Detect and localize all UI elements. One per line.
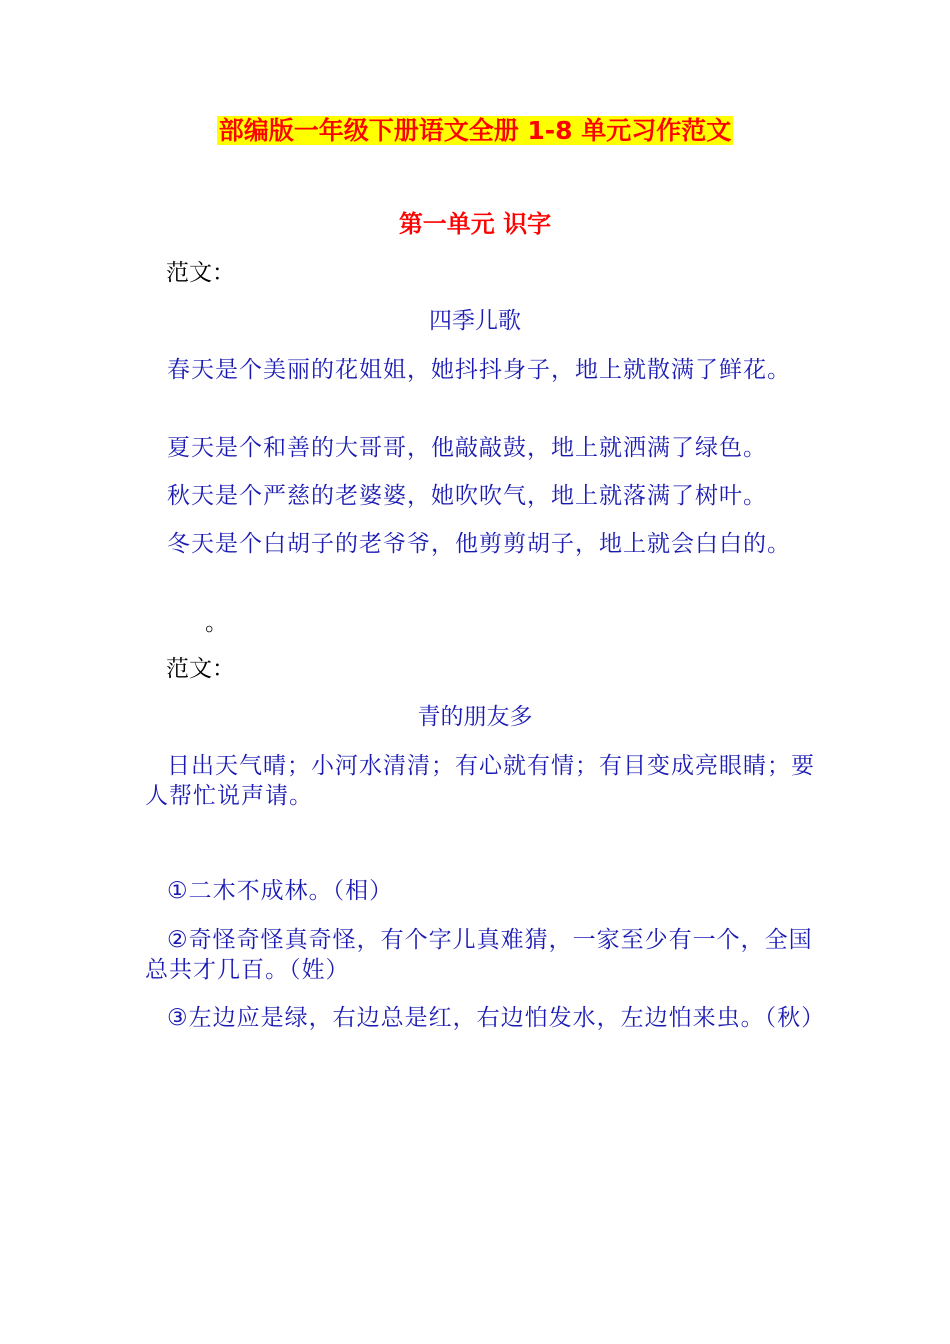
unit-title: 第一单元 识字 — [398, 210, 552, 238]
essay-paragraph: 夏天是个和善的大哥哥，他敲敲鼓，地上就洒满了绿色。 — [167, 435, 767, 461]
document-title — [0, 114, 950, 148]
sample-label: 范文： — [166, 656, 235, 682]
riddle-item: ①二木不成林。（相） — [167, 878, 394, 904]
essay-paragraph: 冬天是个白胡子的老爷爷，他剪剪胡子，地上就会白白的。 — [167, 531, 791, 557]
sample-label: 范文： — [166, 260, 235, 286]
essay-paragraph: 春天是个美丽的花姐姐，她抖抖身子，地上就散满了鲜花。 — [167, 357, 791, 383]
riddle-item: ②奇怪奇怪真奇怪，有个字儿真难猜，一家至少有一个，全国总共才几百。（姓） — [145, 927, 813, 983]
essay-title: 四季儿歌 — [429, 308, 521, 334]
riddle-item: ③左边应是绿，右边总是红，右边怕发水，左边怕来虫。（秋） — [167, 1005, 826, 1031]
essay-paragraph: 日出天气晴；小河水清清；有心就有情；有目变成亮眼睛；要人帮忙说声请。 — [145, 753, 815, 809]
essay-paragraph: 秋天是个严慈的老婆婆，她吹吹气，地上就落满了树叶。 — [167, 483, 767, 509]
separator-mark: 。 — [205, 610, 228, 636]
document-title-text: 部编版一年级下册语文全册 1-8 单元习作范文 — [218, 116, 732, 145]
essay-title: 青的朋友多 — [417, 704, 533, 730]
